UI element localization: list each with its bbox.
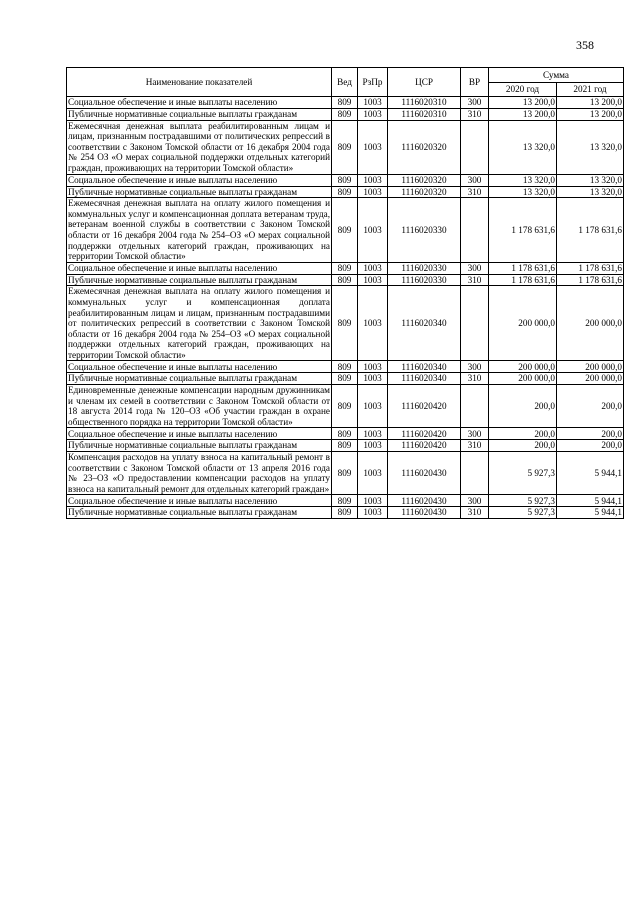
- cell-vr: 300: [461, 428, 489, 440]
- cell-csr: 1116020430: [388, 495, 461, 507]
- cell-vr: 310: [461, 274, 489, 286]
- cell-sum-2020: 5 927,3: [489, 507, 557, 519]
- table-row: [67, 373, 624, 385]
- cell-sum-2020: 200,0: [489, 428, 557, 440]
- cell-sum-2020: 13 200,0: [489, 109, 557, 121]
- cell-sum-2020: 13 320,0: [489, 120, 557, 174]
- cell-ved: 809: [332, 361, 358, 373]
- cell-vr: 310: [461, 109, 489, 121]
- cell-rzpr: 1003: [358, 507, 388, 519]
- header-year-2021: 2021 год: [557, 83, 624, 97]
- cell-csr: 1116020340: [388, 286, 461, 361]
- cell-sum-2021: 5 944,1: [557, 452, 624, 495]
- cell-rzpr: 1003: [358, 274, 388, 286]
- table-row: [67, 507, 624, 519]
- cell-sum-2020: 1 178 631,6: [489, 198, 557, 263]
- cell-rzpr: 1003: [358, 120, 388, 174]
- table-row: [67, 274, 624, 286]
- cell-sum-2020: 5 927,3: [489, 452, 557, 495]
- cell-vr: [461, 452, 489, 495]
- cell-sum-2021: 1 178 631,6: [557, 198, 624, 263]
- cell-rzpr: 1003: [358, 97, 388, 109]
- cell-csr: 1116020330: [388, 262, 461, 274]
- table-row: [67, 385, 624, 428]
- cell-rzpr: 1003: [358, 109, 388, 121]
- cell-ved: 809: [332, 452, 358, 495]
- cell-vr: 310: [461, 440, 489, 452]
- cell-rzpr: 1003: [358, 262, 388, 274]
- cell-sum-2020: 200 000,0: [489, 373, 557, 385]
- header-name: Наименование показателей: [67, 68, 332, 97]
- table-row: [67, 174, 624, 186]
- cell-name: Публичные нормативные социальные выплаты гражданам: [67, 274, 332, 286]
- cell-sum-2021: 5 944,1: [557, 495, 624, 507]
- table-row: [67, 495, 624, 507]
- cell-sum-2020: 1 178 631,6: [489, 262, 557, 274]
- cell-sum-2021: 5 944,1: [557, 507, 624, 519]
- cell-vr: 300: [461, 97, 489, 109]
- cell-vr: [461, 198, 489, 263]
- cell-ved: 809: [332, 428, 358, 440]
- cell-sum-2021: 13 200,0: [557, 97, 624, 109]
- cell-rzpr: 1003: [358, 174, 388, 186]
- cell-sum-2021: 13 320,0: [557, 186, 624, 198]
- cell-sum-2020: 1 178 631,6: [489, 274, 557, 286]
- table-row: [67, 452, 624, 495]
- table-row: [67, 97, 624, 109]
- cell-rzpr: 1003: [358, 428, 388, 440]
- cell-sum-2021: 13 320,0: [557, 120, 624, 174]
- cell-csr: 1116020310: [388, 97, 461, 109]
- cell-ved: 809: [332, 262, 358, 274]
- budget-table: [66, 67, 624, 519]
- cell-csr: 1116020430: [388, 507, 461, 519]
- cell-name: Социальное обеспечение и иные выплаты населению: [67, 361, 332, 373]
- cell-rzpr: 1003: [358, 286, 388, 361]
- cell-sum-2021: 200,0: [557, 440, 624, 452]
- page-number: 358: [576, 38, 594, 52]
- header-sum: Сумма: [489, 68, 624, 83]
- cell-name: Компенсация расходов на уплату взноса на капитальный ремонт в соответствии с Законом Томской области от 13 апреля 2016 года № 23–ОЗ «О предоставлении компенсации расходов на уплату взноса на капитальный ремонт для отдельных категорий граждан»: [68, 452, 330, 494]
- cell-sum-2021: 200,0: [557, 428, 624, 440]
- cell-rzpr: 1003: [358, 373, 388, 385]
- cell-name: Ежемесячная денежная выплата реабилитированным лицам и лицам, признанным пострадавшими от политических репрессий в соответствии с Законом Томской области от 16 декабря 2004 года № 254 ОЗ «О мерах социальной поддержки отдельных категорий граждан, проживающих на территории Томской области»: [68, 120, 330, 173]
- cell-csr: 1116020320: [388, 186, 461, 198]
- table-row: [67, 198, 624, 263]
- cell-ved: 809: [332, 198, 358, 263]
- cell-sum-2020: 200,0: [489, 385, 557, 428]
- cell-name: Единовременные денежные компенсации народным дружинникам и членам их семей в соответствии с Законом Томской области от 18 августа 2014 года № 120–ОЗ «Об участии граждан в охране общественного порядка на территории Томской области»: [68, 385, 330, 427]
- cell-ved: 809: [332, 120, 358, 174]
- cell-name: Ежемесячная денежная выплата на оплату жилого помещения и коммунальных услуг и компенсационная доплата реабилитированным лицам и лицам, признанным пострадавшими от политических репрессий в соответствии с Законом Томской области от 16 декабря 2004 года № 254–ОЗ «О мерах социальной поддержки отдельных категорий граждан, проживающих на территории Томской области»: [68, 286, 330, 360]
- cell-ved: 809: [332, 440, 358, 452]
- table-row: [67, 440, 624, 452]
- cell-name: Публичные нормативные социальные выплаты гражданам: [67, 186, 332, 198]
- cell-name: Ежемесячная денежная выплата на оплату жилого помещения и коммунальных услуг и компенсационная доплата ветеранам труда, ветеранам военной службы в соответствии с Законом Томской области от 16 декабря 2004 года № 254–ОЗ «О мерах социальной поддержки отдельных категорий граждан, проживающих на территории Томской области»: [68, 198, 330, 262]
- cell-rzpr: 1003: [358, 452, 388, 495]
- cell-rzpr: 1003: [358, 198, 388, 263]
- table-row: [67, 186, 624, 198]
- table-row: [67, 286, 624, 361]
- cell-name: Публичные нормативные социальные выплаты гражданам: [67, 507, 332, 519]
- cell-csr: 1116020330: [388, 274, 461, 286]
- cell-ved: 809: [332, 109, 358, 121]
- cell-csr: 1116020320: [388, 120, 461, 174]
- cell-rzpr: 1003: [358, 186, 388, 198]
- cell-name: Социальное обеспечение и иные выплаты населению: [67, 97, 332, 109]
- cell-name: Социальное обеспечение и иные выплаты населению: [67, 174, 332, 186]
- cell-ved: 809: [332, 495, 358, 507]
- cell-csr: 1116020320: [388, 174, 461, 186]
- cell-vr: [461, 286, 489, 361]
- cell-csr: 1116020340: [388, 361, 461, 373]
- cell-vr: 300: [461, 361, 489, 373]
- cell-sum-2020: 13 320,0: [489, 186, 557, 198]
- cell-name: Публичные нормативные социальные выплаты гражданам: [67, 440, 332, 452]
- cell-ved: 809: [332, 286, 358, 361]
- cell-sum-2020: 200 000,0: [489, 361, 557, 373]
- cell-vr: [461, 120, 489, 174]
- header-rzpr: РзПр: [358, 68, 388, 97]
- cell-ved: 809: [332, 174, 358, 186]
- cell-sum-2021: 200 000,0: [557, 361, 624, 373]
- cell-csr: 1116020420: [388, 440, 461, 452]
- header-vr: ВР: [461, 68, 489, 97]
- cell-sum-2021: 13 320,0: [557, 174, 624, 186]
- table-body: [67, 97, 624, 519]
- cell-sum-2021: 200 000,0: [557, 286, 624, 361]
- cell-rzpr: 1003: [358, 495, 388, 507]
- cell-ved: 809: [332, 507, 358, 519]
- cell-ved: 809: [332, 385, 358, 428]
- cell-sum-2020: 200 000,0: [489, 286, 557, 361]
- cell-rzpr: 1003: [358, 385, 388, 428]
- cell-sum-2020: 200,0: [489, 440, 557, 452]
- table-header-row: [67, 68, 624, 83]
- cell-sum-2021: 200 000,0: [557, 373, 624, 385]
- cell-vr: 300: [461, 495, 489, 507]
- cell-sum-2020: 13 200,0: [489, 97, 557, 109]
- cell-csr: 1116020340: [388, 373, 461, 385]
- cell-name: Социальное обеспечение и иные выплаты населению: [67, 428, 332, 440]
- table-row: [67, 428, 624, 440]
- cell-sum-2021: 1 178 631,6: [557, 274, 624, 286]
- cell-name: Публичные нормативные социальные выплаты гражданам: [67, 109, 332, 121]
- table-row: [67, 120, 624, 174]
- cell-csr: 1116020310: [388, 109, 461, 121]
- cell-sum-2021: 200,0: [557, 385, 624, 428]
- cell-sum-2020: 5 927,3: [489, 495, 557, 507]
- cell-name: Социальное обеспечение и иные выплаты населению: [67, 495, 332, 507]
- cell-vr: 300: [461, 174, 489, 186]
- cell-sum-2020: 13 320,0: [489, 174, 557, 186]
- cell-csr: 1116020430: [388, 452, 461, 495]
- header-csr: ЦСР: [388, 68, 461, 97]
- cell-vr: 310: [461, 373, 489, 385]
- table-row: [67, 109, 624, 121]
- cell-vr: 310: [461, 186, 489, 198]
- cell-ved: 809: [332, 186, 358, 198]
- cell-csr: 1116020420: [388, 428, 461, 440]
- cell-name: Публичные нормативные социальные выплаты гражданам: [67, 373, 332, 385]
- cell-ved: 809: [332, 97, 358, 109]
- header-ved: Вед: [332, 68, 358, 97]
- table-row: [67, 361, 624, 373]
- cell-rzpr: 1003: [358, 440, 388, 452]
- table-row: [67, 262, 624, 274]
- cell-vr: 310: [461, 507, 489, 519]
- header-year-2020: 2020 год: [489, 83, 557, 97]
- cell-ved: 809: [332, 274, 358, 286]
- cell-sum-2021: 13 200,0: [557, 109, 624, 121]
- cell-csr: 1116020330: [388, 198, 461, 263]
- cell-vr: 300: [461, 262, 489, 274]
- cell-vr: [461, 385, 489, 428]
- cell-ved: 809: [332, 373, 358, 385]
- cell-csr: 1116020420: [388, 385, 461, 428]
- cell-sum-2021: 1 178 631,6: [557, 262, 624, 274]
- cell-rzpr: 1003: [358, 361, 388, 373]
- cell-name: Социальное обеспечение и иные выплаты населению: [67, 262, 332, 274]
